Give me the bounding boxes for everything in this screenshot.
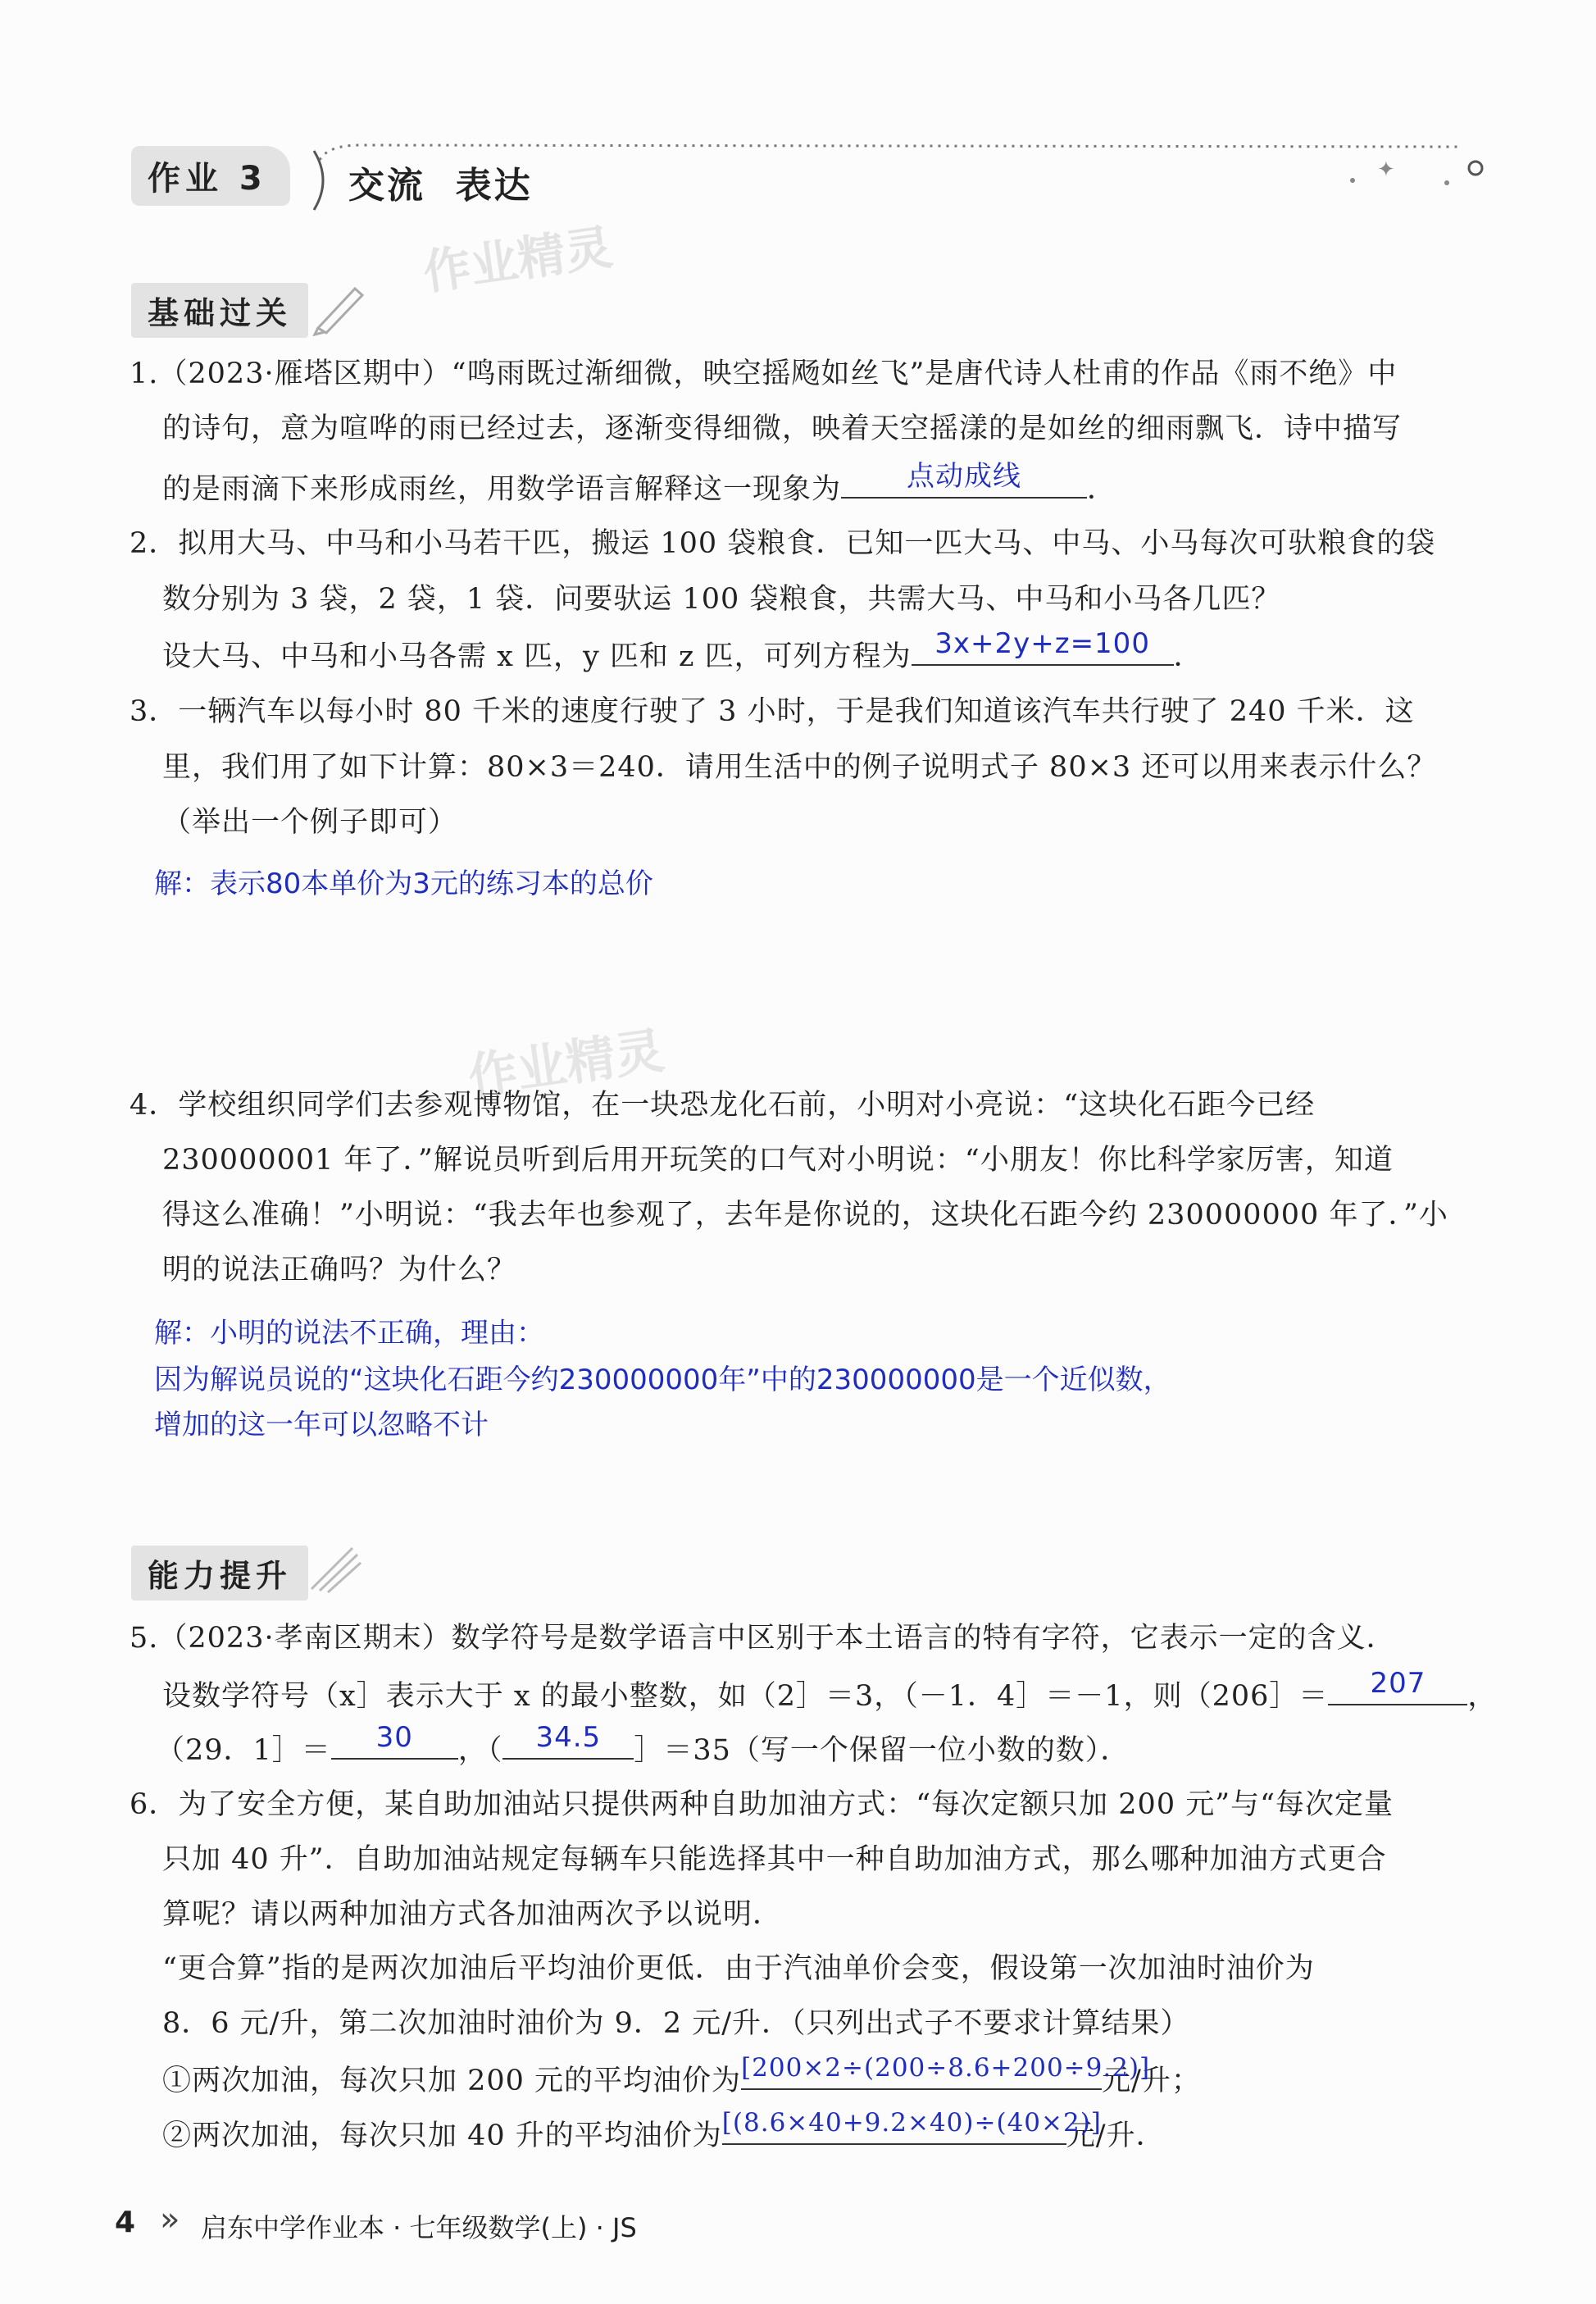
- q5-answer-1-blank: [1328, 1667, 1467, 1705]
- q5-answer-2: 30: [375, 1721, 413, 1754]
- header-dotted-decoration: [311, 135, 1492, 193]
- q2-line-2: 数分别为 3 袋，2 袋，1 袋．问要驮运 100 袋粮食，共需大马、中马和小马各几匹？: [162, 583, 1281, 616]
- q1-end: ．: [1087, 473, 1117, 506]
- q5-line-3: [156, 1721, 1130, 1768]
- q4-answer-1: 解：小明的说法不正确，理由：: [154, 1317, 544, 1350]
- q6-line-1: 6．为了安全方便，某自助加油站只提供两种自助加油方式：“每次定额只加 200 元”与“每次定量: [130, 1788, 1394, 1821]
- q2-line-3: [162, 627, 1203, 674]
- q6-item-1-prompt: ①两次加油，每次只加 200 元的平均油价为: [162, 2065, 742, 2097]
- sparkle-icon: [303, 1540, 369, 1597]
- q4-line-1: 4．学校组织同学们去参观博物馆，在一块恐龙化石前，小明对小亮说：“这块化石距今已经: [130, 1089, 1316, 1122]
- q1-line-2: 的诗句，意为喧哗的雨已经过去，逐渐变得细微，映着天空摇漾的是如丝的细雨飘飞．诗中描写: [162, 412, 1403, 445]
- q5-answer-1: 207: [1370, 1667, 1426, 1700]
- q1-prompt: 的是雨滴下来形成雨丝，用数学语言解释这一现象为: [162, 473, 842, 506]
- q1-answer-blank: [841, 460, 1087, 499]
- q2-answer: 3x+2y+z=100: [934, 627, 1150, 660]
- q5-answer-3: 34.5: [535, 1721, 602, 1754]
- q5-answer-3-blank: [502, 1721, 634, 1760]
- q3-line-2: 里，我们用了如下计算：80×3＝240．请用生活中的例子说明式子 80×3 还可以用来表示什么？: [162, 751, 1437, 784]
- q6-line-5: 8．6 元/升，第二次加油时油价为 9．2 元/升．（只列出式子不要求计算结果）: [162, 2007, 1190, 2040]
- q5-answer-2-blank: [331, 1721, 458, 1760]
- q3-answer: 解：表示80本单价为3元的练习本的总价: [154, 867, 653, 900]
- q5-prompt: 设数学符号（x］表示大于 x 的最小整数，如（2］＝3，（－1．4］＝－1，则（206］＝: [162, 1680, 1329, 1713]
- q4-line-2: 230000001 年了．”解说员听到后用开玩笑的口气对小明说：“小朋友！你比科学家厉害，知道: [162, 1144, 1394, 1177]
- q6-item-1: [162, 2053, 1201, 2098]
- q5-line-2: [162, 1667, 1498, 1714]
- q2-end: ．: [1173, 640, 1203, 673]
- watermark: 作业精灵: [420, 219, 616, 301]
- q5-part-b: ，（: [457, 1734, 503, 1767]
- q1-answer: 点动成线: [907, 460, 1022, 493]
- q5-line-1: 5.（2023·孝南区期末）数学符号是数学语言中区别于本土语言的特有字符，它表示一定的含义．: [130, 1622, 1396, 1655]
- q6-item-2-prompt: ②两次加油，每次只加 40 升的平均油价为: [162, 2120, 722, 2152]
- page-title: 交流 表达: [348, 165, 533, 207]
- pencil-icon: [310, 279, 367, 336]
- q3-line-1: 3．一辆汽车以每小时 80 千米的速度行驶了 3 小时，于是我们知道该汽车共行驶了 240 千米．这: [130, 695, 1415, 728]
- q6-answer-2-blank: [721, 2108, 1102, 2145]
- page-number: 4: [115, 2206, 136, 2239]
- q6-answer-1: [200×2÷(200÷8.6+200÷9.2)]: [741, 2053, 1151, 2083]
- watermark-middle: 作业精灵: [464, 1022, 668, 1107]
- q2-answer-blank: [912, 627, 1174, 666]
- q6-line-2: 只加 40 升”．自助加油站规定每辆车只能选择其中一种自助加油方式，那么哪种加油方式更合: [162, 1843, 1387, 1876]
- section-heading-advanced: 能力提升: [131, 1546, 308, 1601]
- q5-part-a: （29．1］＝: [156, 1734, 331, 1767]
- section-heading-basic: 基础过关: [131, 283, 308, 338]
- q6-item-2-end: 元/升．: [1066, 2120, 1166, 2152]
- homework-badge: 作业 3: [131, 146, 290, 206]
- q5-part-c: ］＝35（写一个保留一位小数的数）．: [634, 1734, 1130, 1767]
- q4-line-3: 得这么准确！”小明说：“我去年也参观了，去年是你说的，这块化石距今约 230000000 年了．”小: [162, 1199, 1448, 1232]
- chevron-right-icon: »: [160, 2201, 180, 2238]
- q4-line-4: 明的说法正确吗？为什么？: [162, 1254, 517, 1286]
- q1-line-3: [162, 460, 1117, 507]
- q1-line-1: 1.（2023·雁塔区期中）“鸣雨既过渐细微，映空摇飏如丝飞”是唐代诗人杜甫的作品《雨不绝》中: [130, 357, 1398, 390]
- q4-answer-2: 因为解说员说的“这块化石距今约230000000年”中的230000000是一个近似数，: [154, 1364, 1171, 1396]
- q3-line-3: （举出一个例子即可）: [162, 806, 458, 839]
- q5-comma: ，: [1467, 1680, 1498, 1713]
- q2-prompt: 设大马、中马和小马各需 x 匹，y 匹和 z 匹，可列方程为: [162, 640, 912, 673]
- q6-line-4: “更合算”指的是两次加油后平均油价更低．由于汽油单价会变，假设第一次加油时油价为: [162, 1952, 1315, 1985]
- q2-line-1: 2．拟用大马、中马和小马若干匹，搬运 100 袋粮食．已知一匹大马、中马、小马每次可驮粮食的袋: [130, 527, 1436, 560]
- q6-line-3: 算呢？请以两种加油方式各加油两次予以说明．: [162, 1898, 783, 1931]
- q6-answer-2: [(8.6×40+9.2×40)÷(40×2)]: [721, 2108, 1102, 2138]
- svg-text:✦: ✦: [1377, 157, 1395, 182]
- q6-item-2: [162, 2108, 1166, 2153]
- footer-book-title: 启东中学作业本 · 七年级数学(上) · JS: [201, 2212, 637, 2243]
- q6-answer-1-blank: [741, 2053, 1151, 2090]
- q6-item-1-end: 元/升；: [1102, 2065, 1201, 2097]
- q4-answer-3: 增加的这一年可以忽略不计: [154, 1409, 489, 1441]
